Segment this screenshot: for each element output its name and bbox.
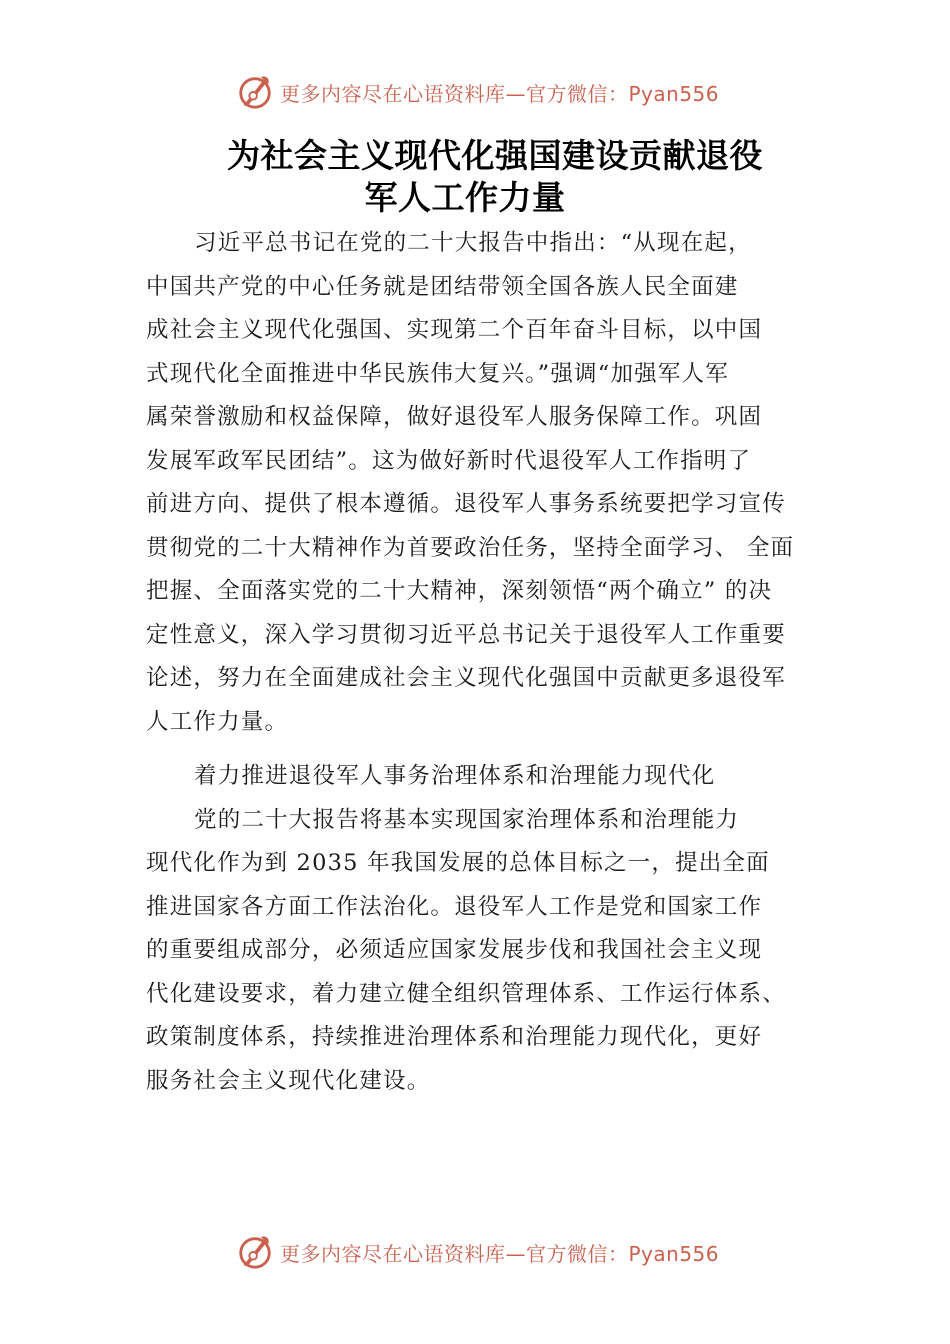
text-line: 发展军政军民团结”。这为做好新时代退役军人工作指明了 xyxy=(146,447,752,474)
watermark-text: 更多内容尽在心语资料库—官方微信：Pyan556 xyxy=(280,1241,720,1266)
text-line: 式现代化全面推进中华民族伟大复兴。”强调“加强军人军 xyxy=(146,360,729,387)
text-line: 政策制度体系，持续推进治理体系和治理能力现代化，更好 xyxy=(146,1024,763,1050)
text-line: 推进国家各方面工作法治化。退役军人工作是党和国家工作 xyxy=(146,893,763,920)
footer-watermark xyxy=(236,1232,719,1272)
quill-seal-icon xyxy=(236,1233,274,1271)
text-line: 成社会主义现代化强国、实现第二个百年奋斗目标，以中国 xyxy=(146,317,763,343)
document-body xyxy=(146,222,826,1103)
text-line: 贯彻党的二十大精神作为首要政治任务，坚持全面学习、 全面 xyxy=(146,534,795,561)
text-line: 论述，努力在全面建成社会主义现代化强国中贡献更多退役军 xyxy=(146,665,786,691)
paragraph-1 xyxy=(146,222,826,744)
text-line: 人工作力量。 xyxy=(146,708,289,735)
text-line: 的重要组成部分，必须适应国家发展步伐和我国社会主义现 xyxy=(146,937,763,963)
text-line: 习近平总书记在党的二十大报告中指出：“从现在起， xyxy=(194,230,752,256)
text-line: 定性意义，深入学习贯彻习近平总书记关于退役军人工作重要 xyxy=(146,621,786,648)
document-title-line-1: 为社会主义现代化强国建设贡献退役 xyxy=(227,136,763,175)
quill-seal-icon xyxy=(236,73,274,111)
text-line: 现代化作为到 2035 年我国发展的总体目标之一，提出全面 xyxy=(146,850,770,876)
text-line: 属荣誉激励和权益保障，做好退役军人服务保障工作。巩固 xyxy=(146,404,763,430)
watermark-text: 更多内容尽在心语资料库—官方微信：Pyan556 xyxy=(280,81,720,106)
text-line: 中国共产党的中心任务就是团结带领全国各族人民全面建 xyxy=(146,273,739,300)
text-line: 服务社会主义现代化建设。 xyxy=(146,1067,431,1094)
text-line: 前进方向、提供了根本遵循。退役军人事务系统要把学习宣传 xyxy=(146,491,786,517)
header-watermark xyxy=(236,72,719,112)
text-line: 党的二十大报告将基本实现国家治理体系和治理能力 xyxy=(194,806,740,833)
paragraph-2 xyxy=(146,799,826,1104)
text-line: 把握、全面落实党的二十大精神，深刻领悟“两个确立” 的决 xyxy=(146,578,773,604)
section-heading: 着力推进退役军人事务治理体系和治理能力现代化 xyxy=(194,763,716,789)
text-line: 代化建设要求，着力建立健全组织管理体系、工作运行体系、 xyxy=(146,980,786,1007)
document-title-line-2: 军人工作力量 xyxy=(364,178,566,217)
